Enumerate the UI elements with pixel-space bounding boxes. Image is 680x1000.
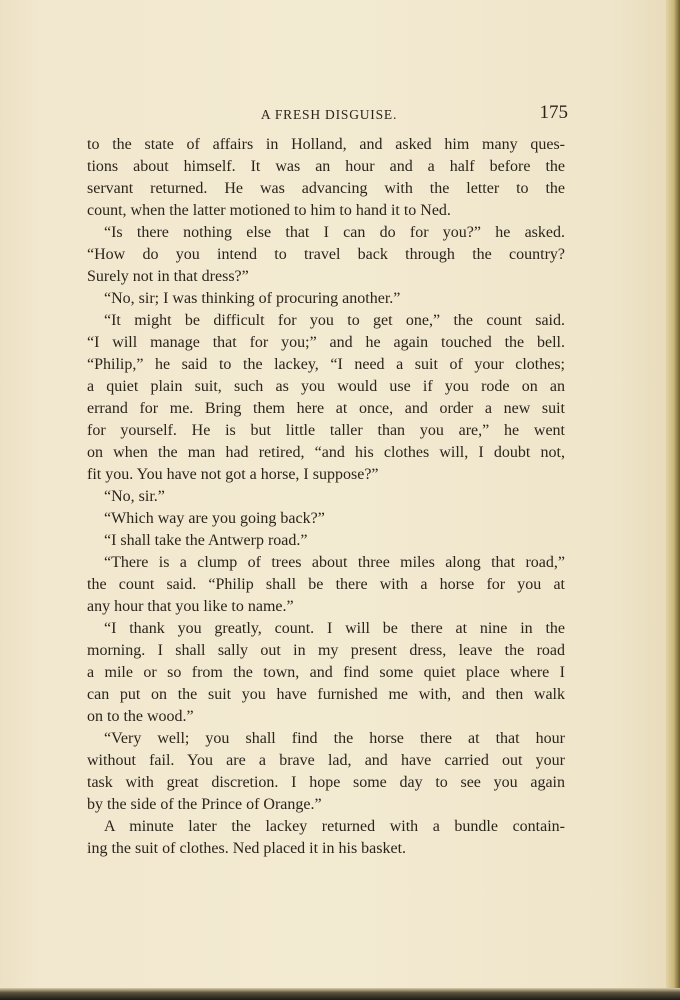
- text-line: errand for me. Bring them here at once, and order a new suit: [87, 400, 565, 417]
- text-line: without fail. You are a brave lad, and have carried out your: [87, 752, 565, 769]
- running-title: A FRESH DISGUISE.: [260, 107, 398, 122]
- text-line: can put on the suit you have furnished me with, and then walk: [87, 686, 565, 703]
- text-line: “No, sir.”: [104, 488, 165, 505]
- text-line: morning. I shall sally out in my present dress, leave the road: [87, 642, 565, 659]
- text-line: to the state of affairs in Holland, and asked him many ques-: [87, 136, 565, 153]
- text-line: for yourself. He is but little taller than you are,” he went: [87, 422, 565, 439]
- text-line: “Is there nothing else that I can do for you?” he asked.: [104, 224, 565, 241]
- text-line: ing the suit of clothes. Ned placed it in his basket.: [87, 840, 407, 857]
- text-line: the count said. “Philip shall be there with a horse for you at: [87, 576, 565, 593]
- text-line: “How do you intend to travel back through the country?: [87, 246, 565, 263]
- text-line: count, when the latter motioned to him to hand it to Ned.: [87, 202, 451, 219]
- text-line: by the side of the Prince of Orange.”: [87, 796, 322, 813]
- text-line: a mile or so from the town, and find some quiet place where I: [87, 664, 565, 681]
- text-line: “Which way are you going back?”: [104, 510, 325, 527]
- page-bottom-edge: [0, 988, 680, 1000]
- page-number: 175: [539, 102, 568, 123]
- text-line: “I will manage that for you;” and he again touched the bell.: [87, 334, 565, 351]
- text-line: “It might be difficult for you to get one,” the count said.: [104, 312, 565, 329]
- text-line: on to the wood.”: [87, 708, 194, 725]
- text-line: fit you. You have not got a horse, I suppose?”: [87, 466, 379, 483]
- text-line: a quiet plain suit, such as you would use if you rode on an: [87, 378, 565, 395]
- text-line: “I shall take the Antwerp road.”: [104, 532, 308, 549]
- text-line: A minute later the lackey returned with a bundle contain-: [104, 818, 565, 835]
- text-line: task with great discretion. I hope some day to see you again: [87, 774, 565, 791]
- text-line: on when the man had retired, “and his clothes will, I doubt not,: [87, 444, 565, 461]
- body-text: [87, 134, 565, 860]
- page-right-edge: [666, 0, 680, 1000]
- text-line: “I thank you greatly, count. I will be there at nine in the: [104, 620, 565, 637]
- text-line: any hour that you like to name.”: [87, 598, 294, 615]
- page-header: [90, 103, 568, 127]
- text-line: tions about himself. It was an hour and a half before the: [87, 158, 565, 175]
- text-line: servant returned. He was advancing with the letter to the: [87, 180, 565, 197]
- text-line: Surely not in that dress?”: [87, 268, 249, 285]
- text-line: “Philip,” he said to the lackey, “I need a suit of your clothes;: [87, 356, 565, 373]
- text-line: “Very well; you shall find the horse there at that hour: [104, 730, 565, 747]
- text-line: “There is a clump of trees about three miles along that road,”: [104, 554, 565, 571]
- text-line: “No, sir; I was thinking of procuring another.”: [104, 290, 401, 307]
